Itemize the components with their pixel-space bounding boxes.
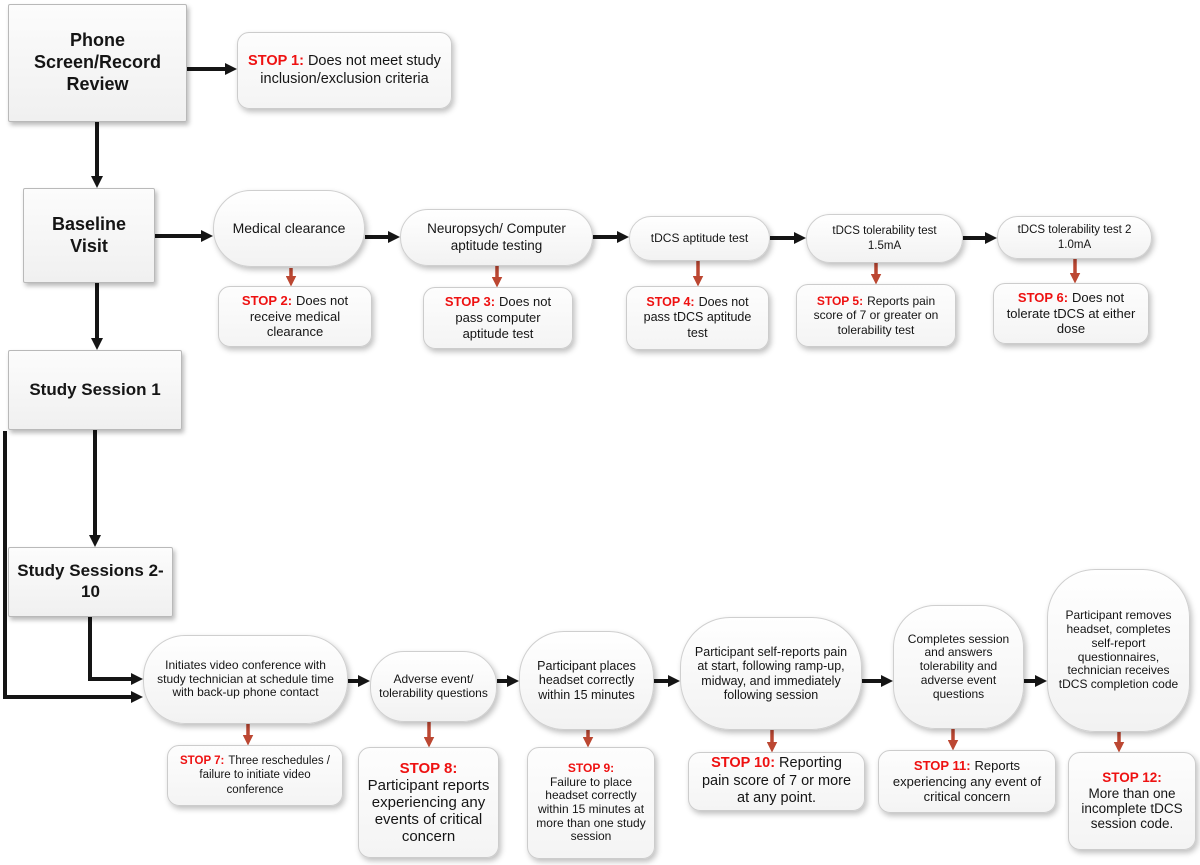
step-label: Neuropsych/ Computer aptitude testing <box>427 221 566 253</box>
phase-box-phone-screen-record-review <box>8 4 187 122</box>
step-label: Participant self-reports pain at start, following ramp-up, midway, and immediately following session <box>694 645 848 702</box>
step-tdcs-tolerability-test-2 <box>997 216 1152 259</box>
stop-label: STOP 4: <box>646 295 695 310</box>
stop-box-1 <box>237 32 452 109</box>
step-places-headset <box>519 631 654 730</box>
phase-label: Baseline Visit <box>51 213 127 256</box>
step-removes-headset-completion-code <box>1047 569 1190 732</box>
stop-text: STOP 1: Does not meet study inclusion/exclusion criteria <box>248 52 441 87</box>
step-label: Initiates video conference with study technician at schedule time with back-up phone contact <box>157 657 334 700</box>
stop-label: STOP 5: <box>816 293 864 308</box>
step-label: Medical clearance <box>232 219 346 236</box>
stop-box-9 <box>527 747 655 859</box>
step-tdcs-tolerability-test-1 <box>806 214 963 263</box>
step-label: Completes session and answers tolerability and adverse event questions <box>907 631 1010 701</box>
step-label: tDCS aptitude test <box>650 231 749 246</box>
stop-label: STOP 1: <box>248 52 304 69</box>
step-label: tDCS tolerability test 2 1.0mA <box>1017 224 1132 251</box>
stop-label: STOP 3: <box>444 294 496 310</box>
stop-text: STOP 4: Does not pass tDCS aptitude test <box>643 295 752 340</box>
stop-text: STOP 5: Reports pain score of 7 or greater on tolerability test <box>813 293 939 337</box>
step-completes-session-questions <box>893 605 1024 729</box>
stop-label: STOP 12: <box>1102 770 1162 786</box>
stop-text: STOP 11: Reports experiencing any event of critical concern <box>892 757 1042 805</box>
stop-box-10 <box>688 752 865 811</box>
stop-label: STOP 8: <box>399 759 458 777</box>
step-neuropsych-computer-aptitude <box>400 209 593 266</box>
stop-box-8 <box>358 747 499 858</box>
step-label: tDCS tolerability test 1.5mA <box>832 225 937 252</box>
stop-text: STOP 8: Participant reports experiencing any events of critical concern <box>367 759 490 846</box>
step-self-reports-pain <box>680 617 862 730</box>
phase-label: Study Session 1 <box>29 379 161 399</box>
stop-box-11 <box>878 750 1056 813</box>
stop-box-7 <box>167 745 343 806</box>
stop-box-5 <box>796 284 956 347</box>
stop-text: STOP 10: Reporting pain score of 7 or more at any point. <box>701 754 852 807</box>
phase-box-baseline-visit <box>23 188 155 283</box>
stop-label: STOP 11: <box>913 757 971 773</box>
phase-box-study-session-1 <box>8 350 182 430</box>
stop-text: STOP 2: Does not receive medical clearance <box>241 292 349 340</box>
stop-text: STOP 6: Does not tolerate tDCS at either dose <box>1006 289 1136 337</box>
step-label: Adverse event/ tolerability questions <box>379 671 488 700</box>
step-medical-clearance <box>213 190 365 267</box>
step-label: Participant removes headset, completes self-report questionnaires, technician receives tDCS completion code <box>1058 608 1179 691</box>
connector-sessions2-10-to-initiates <box>90 617 131 679</box>
stop-box-3 <box>423 287 573 349</box>
step-adverse-event-tolerability-questions <box>370 651 497 722</box>
stop-label: STOP 7: <box>180 755 225 768</box>
phase-label: Phone Screen/Record Review <box>33 30 162 94</box>
stop-label: STOP 2: <box>241 292 293 308</box>
stop-box-4 <box>626 286 769 350</box>
stop-label: STOP 10: <box>711 754 776 771</box>
stop-text: STOP 12: More than one incomplete tDCS session code. <box>1077 770 1187 832</box>
step-label: Participant places headset correctly within 15 minutes <box>537 659 636 702</box>
stop-box-6 <box>993 283 1149 344</box>
phase-box-study-sessions-2-10 <box>8 547 173 617</box>
stop-box-2 <box>218 286 372 347</box>
step-tdcs-aptitude-test <box>629 216 770 261</box>
stop-text: STOP 7: Three reschedules / failure to initiate video conference <box>180 755 330 796</box>
stop-label: STOP 9: <box>567 760 615 775</box>
stop-box-12 <box>1068 752 1196 850</box>
stop-label: STOP 6: <box>1017 289 1069 305</box>
stop-text: STOP 9: Failure to place headset correctly within 15 minutes at more than one study session <box>536 760 646 844</box>
step-initiates-video-conference <box>143 635 348 724</box>
phase-label: Study Sessions 2-10 <box>17 561 164 601</box>
stop-text: STOP 3: Does not pass computer aptitude test <box>444 294 552 341</box>
